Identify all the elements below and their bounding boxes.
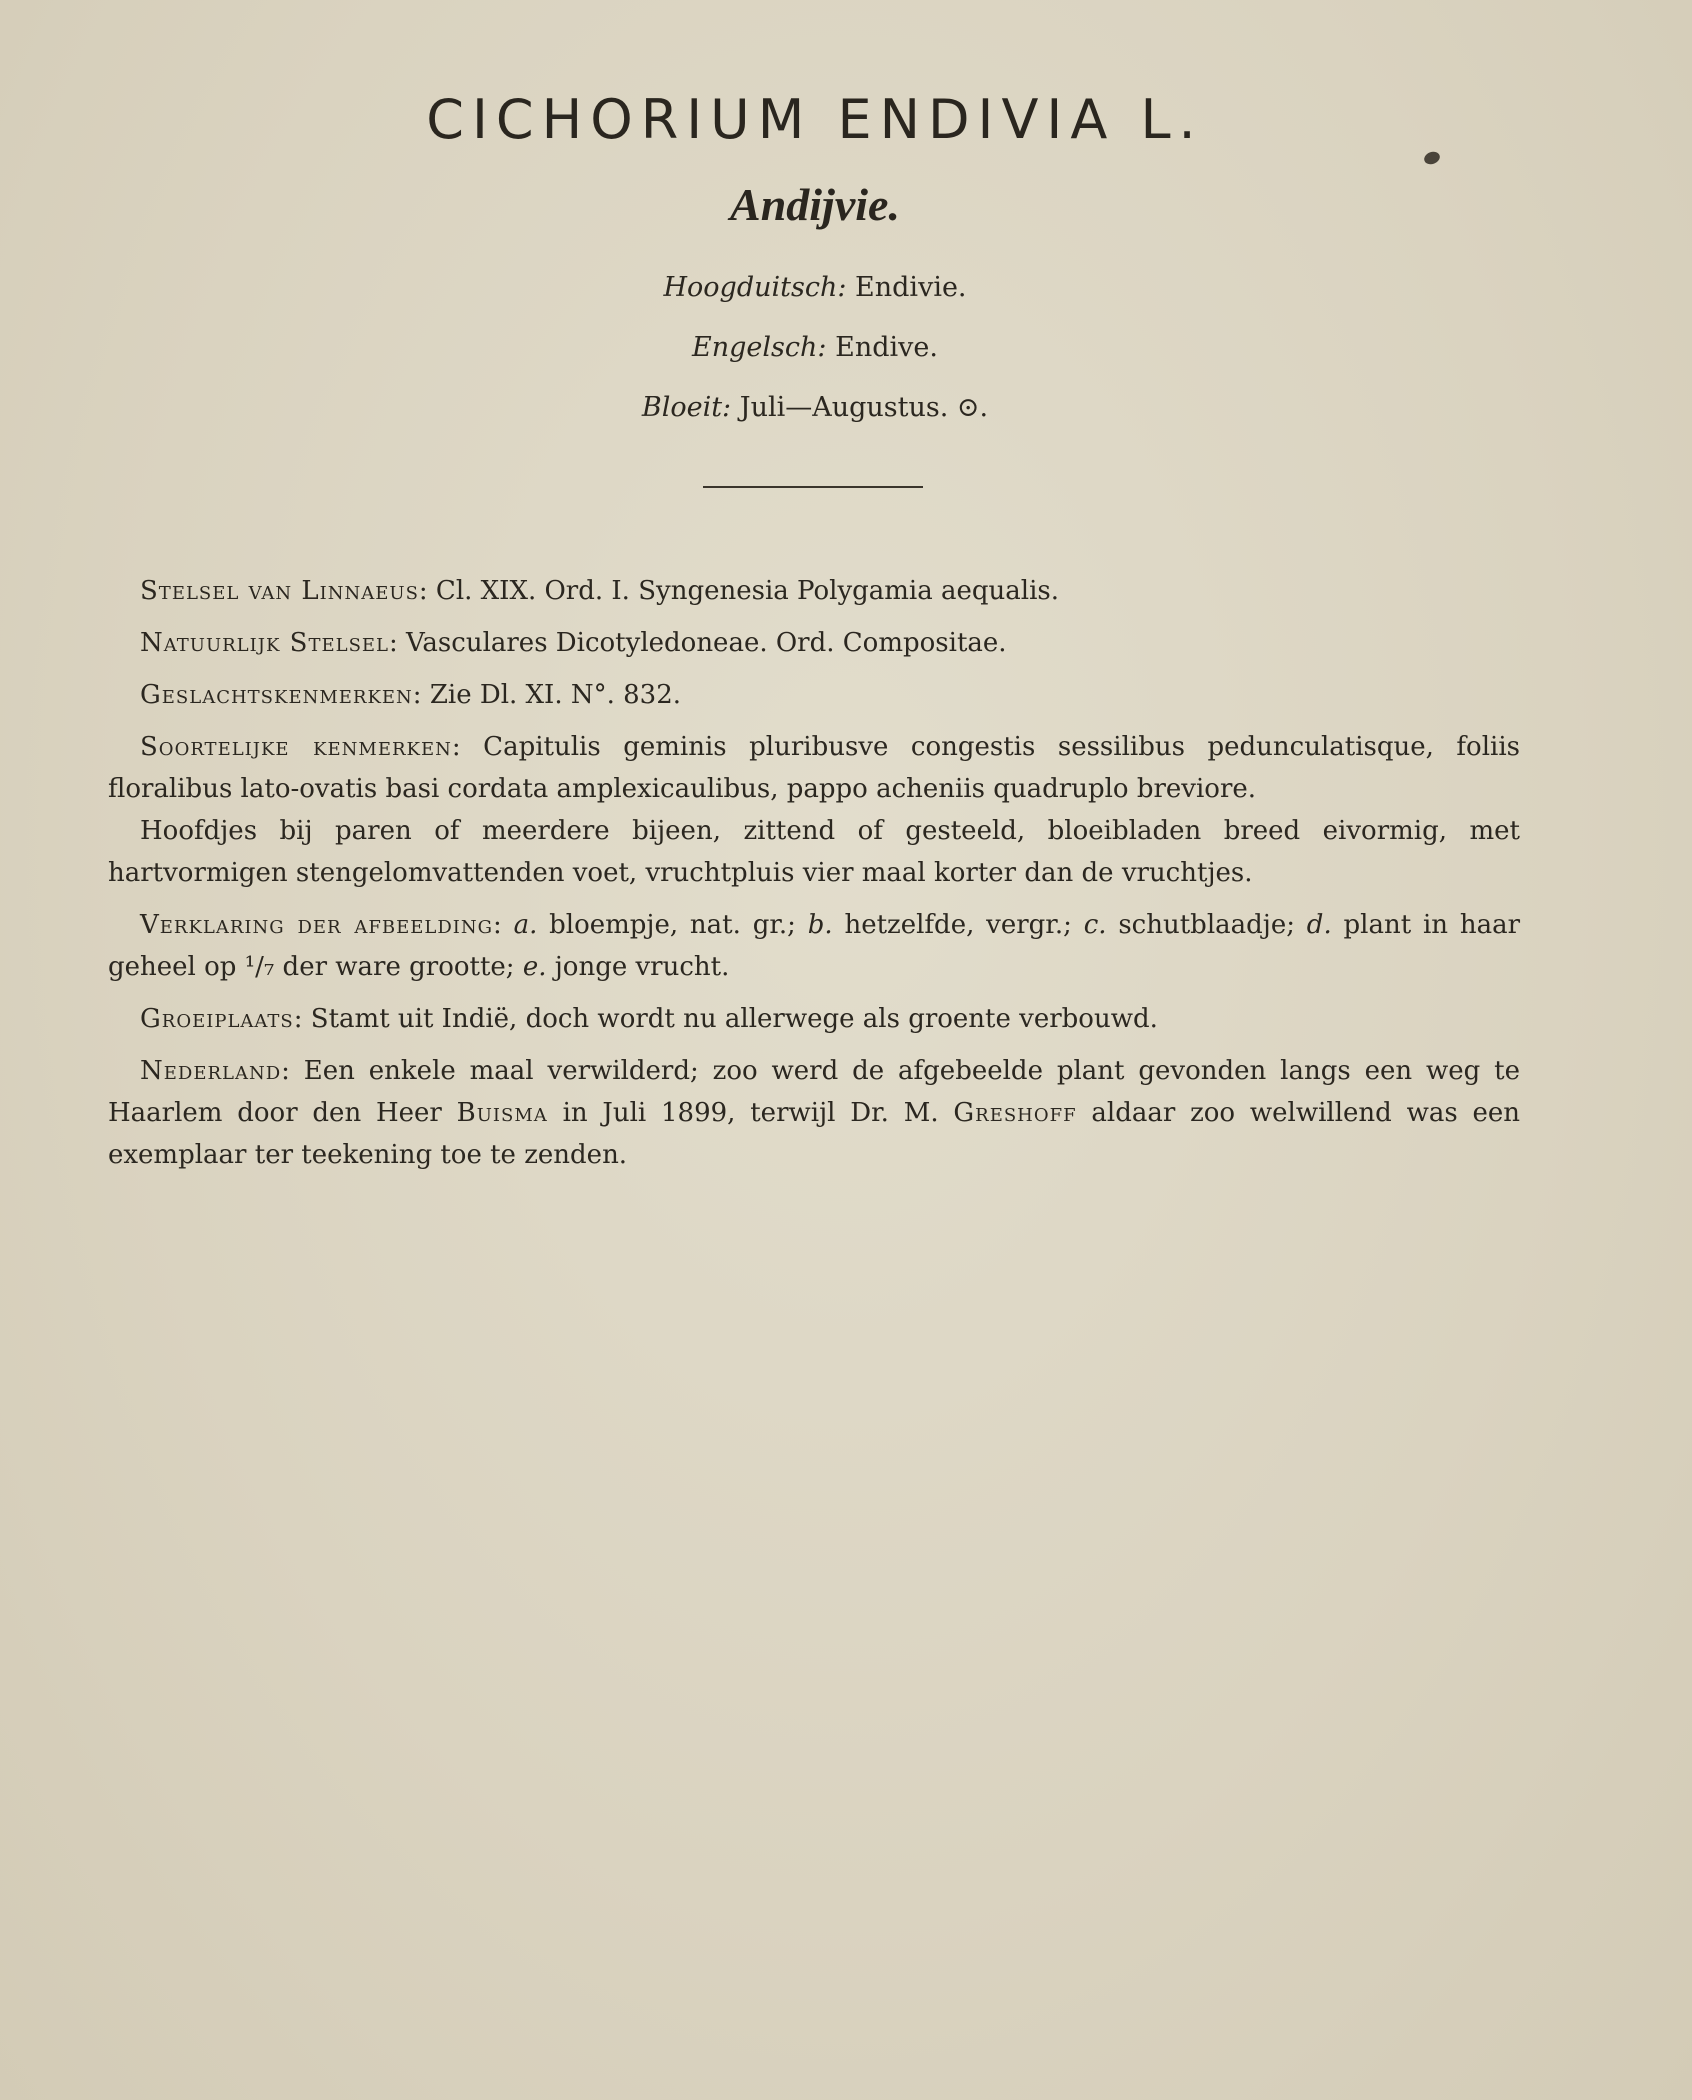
english-name-line (0, 332, 1630, 363)
divider-rule (703, 486, 923, 488)
linnaeus-label: Stelsel van Linnaeus (140, 576, 419, 606)
linnaeus-paragraph (108, 570, 1520, 612)
genus-text: : Zie Dl. XI. N°. 832. (412, 680, 682, 710)
netherlands-text-1: : Een enkele maal verwilderd; zoo werd de afgebeelde plant gevonden langs een weg te Haarlem door den Heer (108, 1056, 1520, 1128)
figure-a-key: a. (513, 910, 538, 940)
donor-name: Greshoff (953, 1098, 1077, 1128)
genus-paragraph (108, 674, 1520, 716)
figure-c-text: schutblaadje; (1106, 910, 1307, 940)
natural-system-text: : Vasculares Dicotyledoneae. Ord. Compositae. (389, 628, 1007, 658)
natural-system-label: Natuurlijk Stelsel (140, 628, 389, 658)
bloom-label: Bloeit: (641, 392, 732, 423)
netherlands-text-3: aldaar zoo welwillend was een exemplaar ter teekening toe te zenden. (108, 1098, 1520, 1170)
figure-b-text: hetzelfde, vergr.; (832, 910, 1084, 940)
description-body (108, 570, 1520, 1186)
collector-name: Buisma (456, 1098, 548, 1128)
german-value: Endivie. (855, 272, 967, 303)
species-text: : Capitulis geminis pluribusve congestis sessilibus pedunculatisque, foliis floralibus lato-ovatis basi cordata amplexicaulibus, pappo acheniis quadruplo breviore. (108, 732, 1520, 804)
netherlands-label: Nederland (140, 1056, 282, 1086)
figure-e-text: jonge vrucht. (546, 952, 730, 982)
figure-e-key: e. (522, 952, 547, 982)
habitat-text: : Stamt uit Indië, doch wordt nu allerwege als groente verbouwd. (293, 1004, 1158, 1034)
english-value: Endive. (835, 332, 938, 363)
natural-system-paragraph (108, 622, 1520, 664)
habitat-paragraph (108, 998, 1520, 1040)
figure-d-key: d. (1306, 910, 1332, 940)
species-dutch-paragraph: Hoofdjes bij paren of meerdere bijeen, zittend of gesteeld, bloeibladen breed eivormig, met hartvormigen stengelomvattenden voet, vruchtpluis vier maal korter dan de vruchtjes. (108, 816, 1520, 888)
german-name-line (0, 272, 1630, 303)
page-title: CICHORIUM ENDIVIA L. (426, 88, 1204, 151)
genus-label: Geslachtskenmerken (140, 680, 413, 710)
netherlands-text-2: in Juli 1899, terwijl Dr. M. (547, 1098, 954, 1128)
ink-spot (1422, 150, 1441, 167)
bloom-value: Juli—Augustus. ⊙. (739, 392, 989, 423)
netherlands-paragraph (108, 1050, 1520, 1176)
german-label: Hoogduitsch: (663, 272, 847, 303)
figure-d-text: plant in haar geheel op ¹/₇ der ware grootte; (108, 910, 1521, 982)
figure-label: Verklaring der afbeelding (140, 910, 493, 940)
figure-explanation-paragraph: Verklaring der afbeelding: a. bloempje, nat. gr.; b. hetzelfde, vergr.; c. schutblaadje; d. plant in haar geheel op ¹/₇ der ware grootte; e. jonge vrucht. (108, 910, 1521, 982)
bloom-line (0, 392, 1630, 423)
figure-c-key: c. (1083, 910, 1107, 940)
english-label: Engelsch: (692, 332, 827, 363)
habitat-label: Groeiplaats (140, 1004, 294, 1034)
species-paragraph (108, 726, 1520, 810)
vernacular-name: Andijvie. (730, 179, 900, 230)
figure-a-text: bloempje, nat. gr.; (537, 910, 808, 940)
species-label: Soortelijke kenmerken (140, 732, 452, 762)
figure-b-key: b. (807, 910, 833, 940)
linnaeus-text: : Cl. XIX. Ord. I. Syngenesia Polygamia aequalis. (418, 576, 1060, 606)
